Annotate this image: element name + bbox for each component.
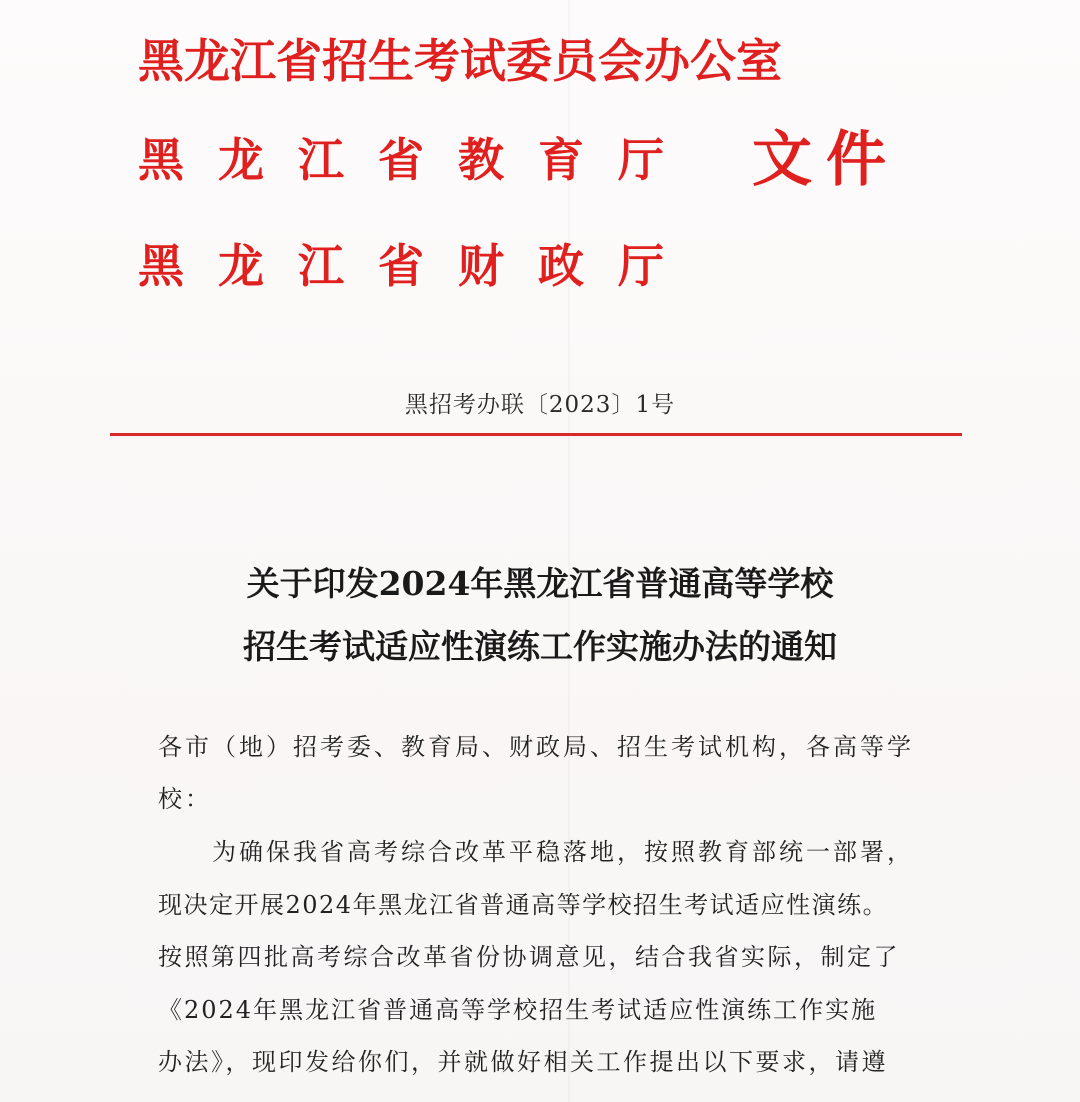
body-line: 办法》，现印发给你们，并就做好相关工作提出以下要求，请遵 xyxy=(158,1048,888,1076)
body-line-addressees: 各市（地）招考委、教育局、财政局、招生考试机构，各高等学 xyxy=(158,733,914,761)
body-line: 现决定开展2024年黑龙江省普通高等学校招生考试适应性演练。 xyxy=(158,891,889,919)
red-divider-rule xyxy=(110,433,962,436)
body-line-addressees-cont: 校： xyxy=(158,785,212,813)
document-number: 黑招考办联〔2023〕1号 xyxy=(404,392,676,418)
issuer-admissions-office: 黑龙江省招生考试委员会办公室 xyxy=(138,34,782,88)
notice-title-line-2: 招生考试适应性演练工作实施办法的通知 xyxy=(243,627,837,666)
body-line: 《2024年黑龙江省普通高等学校招生考试适应性演练工作实施 xyxy=(158,996,878,1024)
body-line: 按照第四批高考综合改革省份协调意见，结合我省实际，制定了 xyxy=(158,943,900,971)
issuer-education-department: 黑龙江省教育厅 xyxy=(138,133,698,187)
document-mark: 文件 xyxy=(752,125,900,195)
body-line-paragraph-start: 为确保我省高考综合改革平稳落地，按照教育部统一部署， xyxy=(212,838,914,866)
notice-title-line-1: 关于印发2024年黑龙江省普通高等学校 xyxy=(246,564,834,603)
issuer-finance-department: 黑龙江省财政厅 xyxy=(138,239,698,293)
